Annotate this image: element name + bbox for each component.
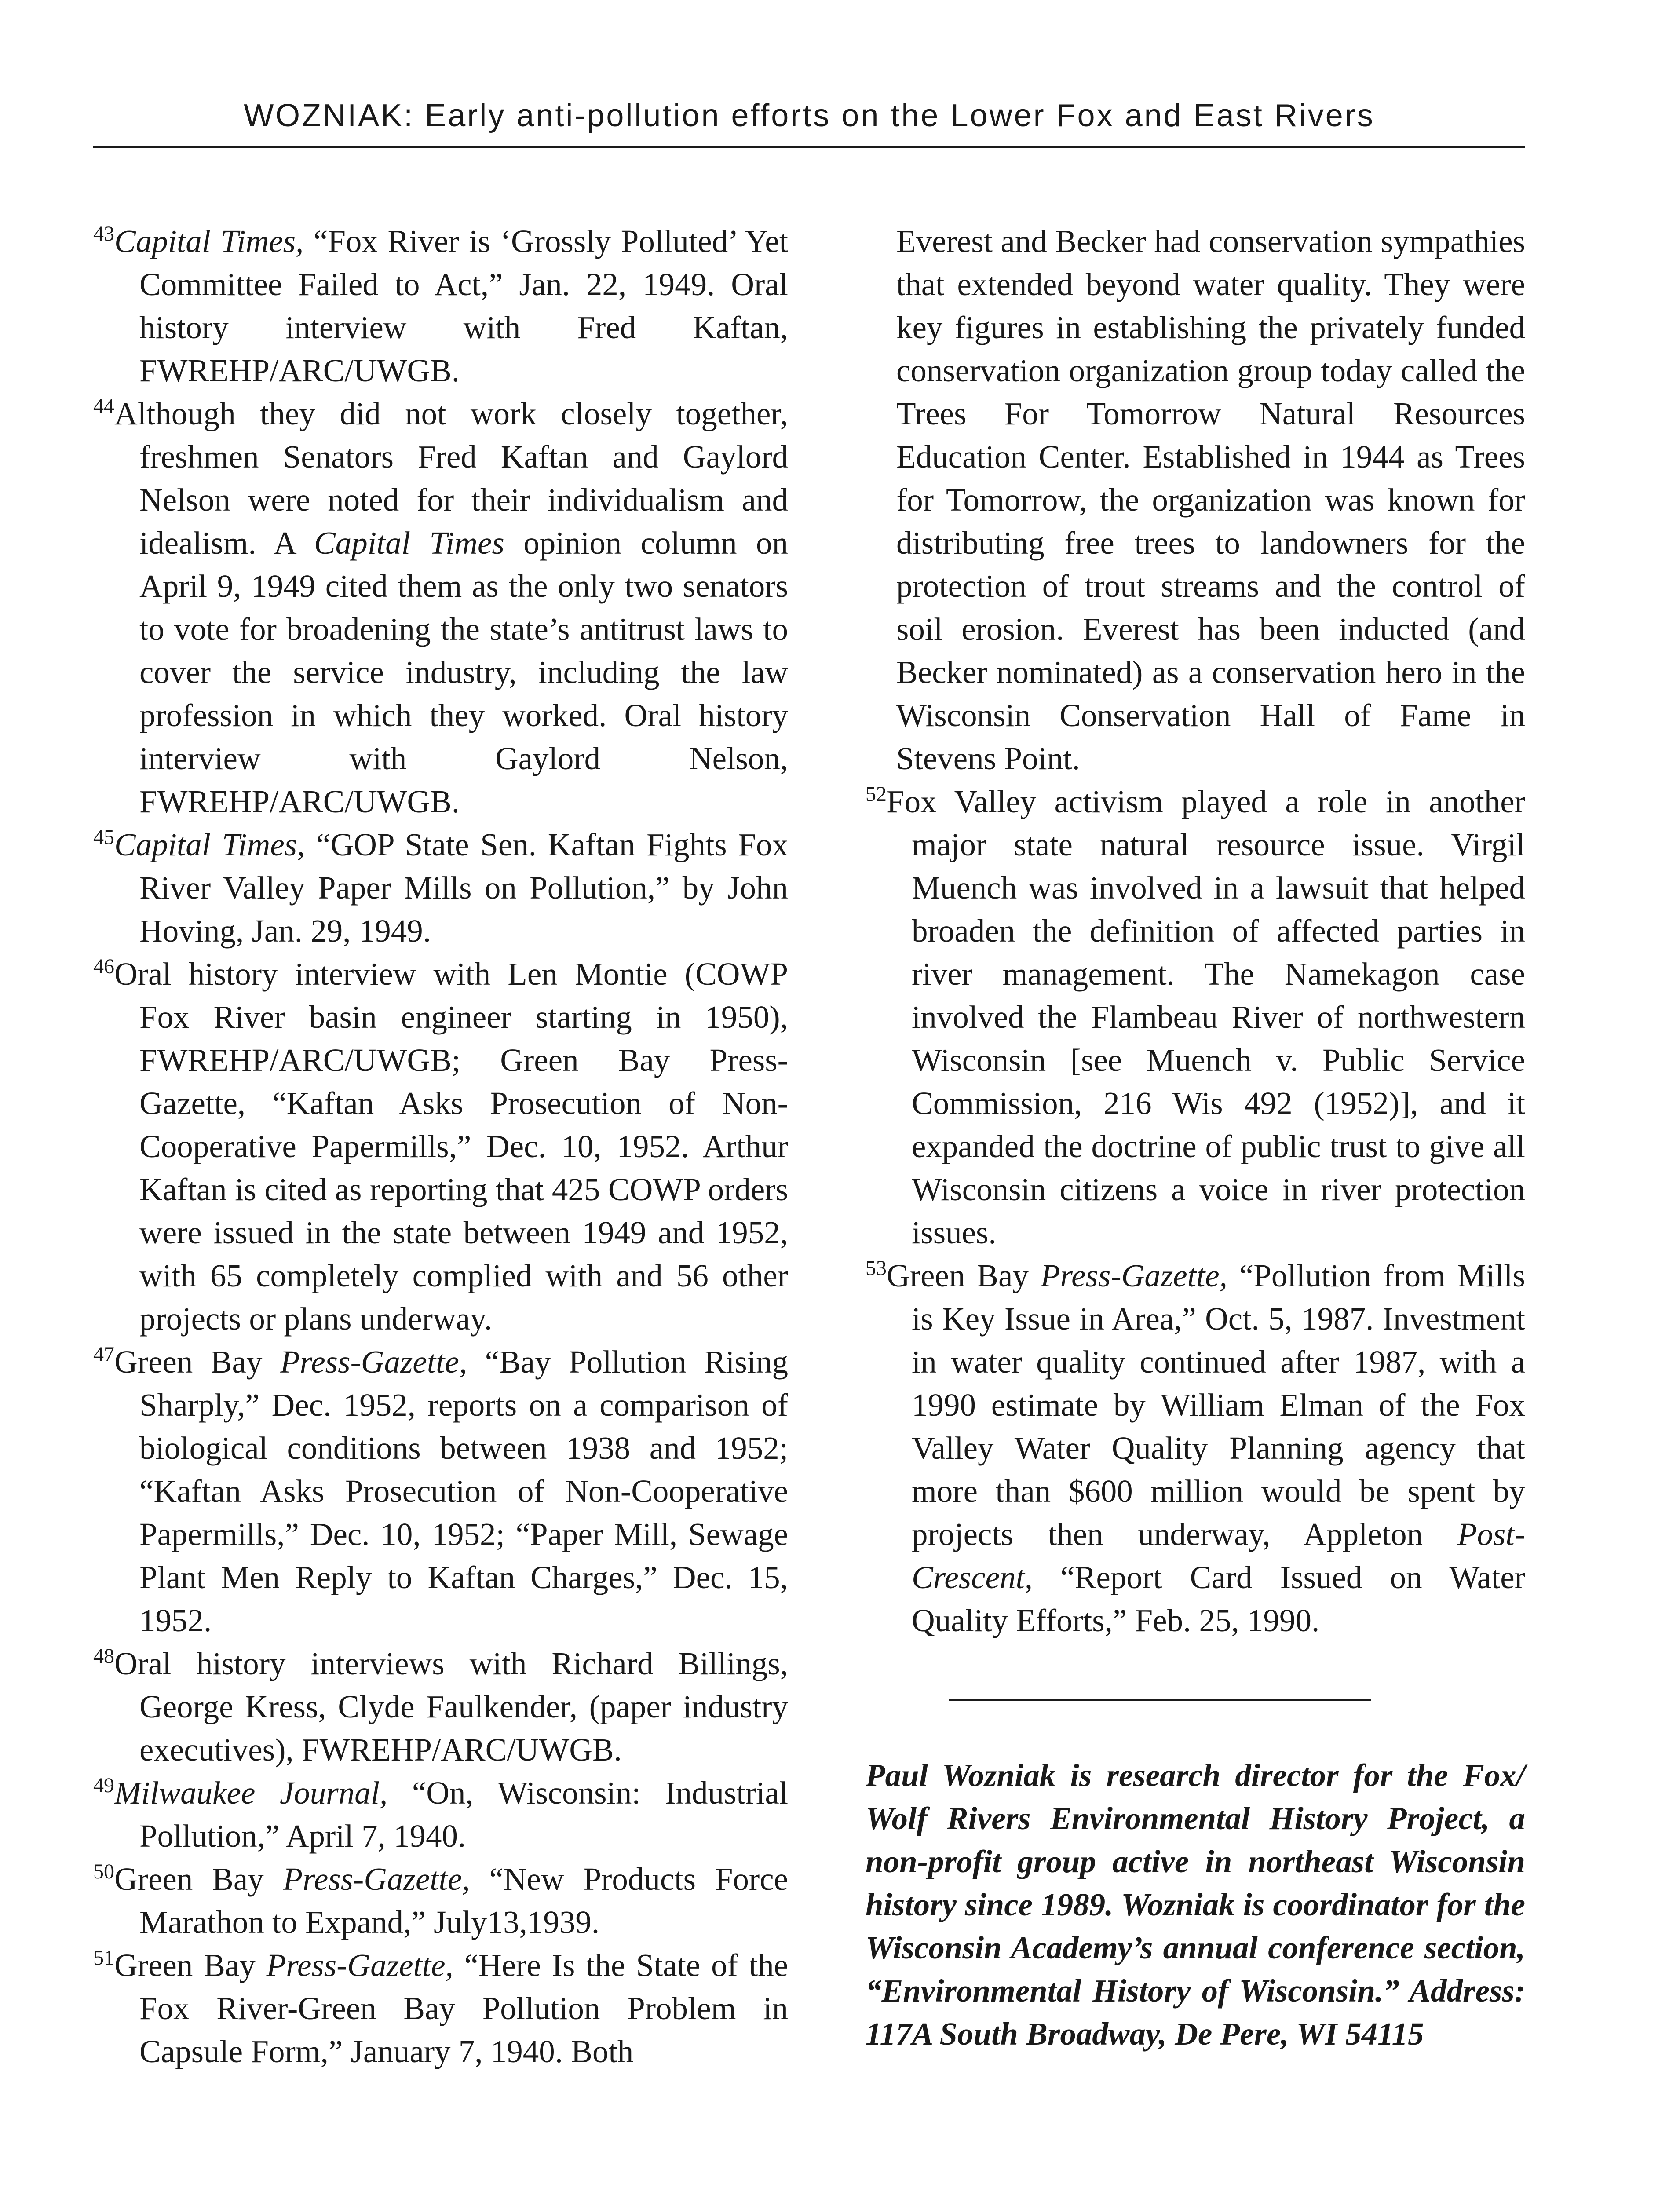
footnote-48 xyxy=(93,1642,788,1772)
source-title: Capital Times, xyxy=(114,827,305,862)
footnote-text: Green Bay xyxy=(114,1344,280,1380)
footnote-text: “New Products Force Marathon to Expand,” July13,1939. xyxy=(139,1861,788,1940)
footnote-text: Green Bay xyxy=(114,1861,283,1897)
right-column xyxy=(866,220,1525,2056)
footnote-text: “On, Wisconsin: Industrial Pollution,” April 7, 1940. xyxy=(139,1775,789,1854)
footnote-text: “Fox River is ‘Grossly Polluted’ Yet Committee Failed to Act,” Jan. 22, 1949. Oral history interview with Fred Kaftan, FWREHP/ARC/UWGB. xyxy=(139,223,788,388)
footnote-50 xyxy=(93,1858,788,1944)
footnote-text: Green Bay xyxy=(114,1947,267,1983)
source-title: Capital Times, xyxy=(114,223,304,259)
footnote-number: 45 xyxy=(93,826,114,849)
footnote-44 xyxy=(93,392,788,823)
footnote-number: 51 xyxy=(93,1946,114,1969)
footnote-51-continuation: Everest and Becker had conservation sympathies that extended beyond water quality. They were key figures in establishing the privately funded conservation organization group today called the Trees For Tomorrow Natural Resources Education Center. Established in 1944 as Trees for Tomorrow, the organization was known for distributing free trees to landowners for the protection of trout streams and the control of soil erosion. Everest has been inducted (and Becker nominated) as a conservation hero in the Wisconsin Conservation Hall of Fame in Stevens Point. xyxy=(896,223,1525,776)
footnote-text: opinion column on April 9, 1949 cited them as the only two senators to vote for broadening the state’s antitrust laws to cover the service industry, including the law profession in which they worked. Oral history interview with Gaylord Nelson, FWREHP/ARC/UWGB. xyxy=(139,525,789,819)
source-title: Press-Gazette, xyxy=(1040,1258,1227,1293)
author-bio: Paul Wozniak is research director for the Fox/ Wolf Rivers Environmental History Project, a non-profit group active in northeast Wisconsin history since 1989. Wozniak is coordinator for the Wisconsin Academy’s annual conference section, “Environmental History of Wisconsin.” Address: 117A South Broadway, De Pere, WI 54115 xyxy=(866,1757,1525,2052)
footnote-51 xyxy=(93,1944,788,2073)
section-divider xyxy=(949,1699,1371,1701)
footnote-number: 43 xyxy=(93,222,114,245)
left-column xyxy=(93,220,788,2073)
footnote-number: 47 xyxy=(93,1343,114,1366)
footnote-number: 52 xyxy=(866,782,887,806)
footnote-52 xyxy=(866,780,1525,1254)
footnote-text: “Pollution from Mills is Key Issue in Area,” Oct. 5, 1987. Investment in water quality continued after 1987, with a 1990 estimate by William Elman of the Fox Valley Water Quality Planning agency that more than $600 million would be spent by projects then underway, Appleton xyxy=(912,1258,1525,1552)
footnote-text: Green Bay xyxy=(887,1258,1041,1293)
footnote-text: Fox Valley activism played a role in another major state natural resource issue. Virgil Muench was involved in a lawsuit that helped broaden the definition of affected parties in river management. The Namekagon case involved the Flambeau River of northwestern Wisconsin [see Muench v. Public Service Commission, 216 Wis 492 (1952)], and it expanded the doctrine of public trust to give all Wisconsin citizens a voice in river protection issues. xyxy=(887,784,1525,1250)
header-rule xyxy=(93,146,1525,148)
source-title: Post-Crescent, xyxy=(912,1516,1525,1595)
footnote-53 xyxy=(866,1254,1525,1642)
footnote-text: Although they did not work closely together, freshmen Senators Fred Kaftan and Gaylord Nelson were noted for their individualism and idealism. A xyxy=(114,396,788,561)
footnote-43 xyxy=(93,220,788,392)
source-title: Milwaukee Journal, xyxy=(114,1775,388,1811)
running-header: WOZNIAK: Early anti-pollution efforts on the Lower Fox and East Rivers xyxy=(244,98,1375,133)
footnote-number: 49 xyxy=(93,1774,114,1797)
footnote-45 xyxy=(93,823,788,953)
footnote-number: 44 xyxy=(93,395,114,418)
footnote-number: 53 xyxy=(866,1257,887,1280)
source-title: Press-Gazette, xyxy=(283,1861,470,1897)
footnote-text: Oral history interviews with Richard Billings, George Kress, Clyde Faulkender, (paper industry executives), FWREHP/ARC/UWGB. xyxy=(114,1646,788,1768)
footnote-text: Oral history interview with Len Montie (COWP Fox River basin engineer starting in 1950), FWREHP/ARC/UWGB; Green Bay Press-Gazette, “Kaftan Asks Prosecution of Non-Cooperative Papermills,” Dec. 10, 1952. Arthur Kaftan is cited as reporting that 425 COWP orders were issued in the state between 1949 and 1952, with 65 completely complied with and 56 other projects or plans underway. xyxy=(114,956,788,1337)
footnote-text: “GOP State Sen. Kaftan Fights Fox River Valley Paper Mills on Pollution,” by John Hoving, Jan. 29, 1949. xyxy=(139,827,788,949)
footnote-46 xyxy=(93,953,788,1341)
source-title: Press-Gazette, xyxy=(266,1947,453,1983)
footnote-47 xyxy=(93,1341,788,1642)
footnote-number: 48 xyxy=(93,1644,114,1668)
footnote-number: 50 xyxy=(93,1860,114,1883)
footnote-49 xyxy=(93,1772,788,1858)
footnote-text: “Bay Pollution Rising Sharply,” Dec. 1952, reports on a comparison of biological conditions between 1938 and 1952; “Kaftan Asks Prosecution of Non-Cooperative Papermills,” Dec. 10, 1952; “Paper Mill, Sewage Plant Men Reply to Kaftan Charges,” Dec. 15, 1952. xyxy=(139,1344,789,1638)
footnote-text: “Here Is the State of the Fox River-Green Bay Pollution Problem in Capsule Form,” January 7, 1940. Both xyxy=(139,1947,788,2069)
footnote-text: “Report Card Issued on Water Quality Efforts,” Feb. 25, 1990. xyxy=(912,1560,1525,1638)
source-title: Capital Times xyxy=(314,525,504,561)
footnote-number: 46 xyxy=(93,955,114,978)
source-title: Press-Gazette, xyxy=(280,1344,467,1380)
